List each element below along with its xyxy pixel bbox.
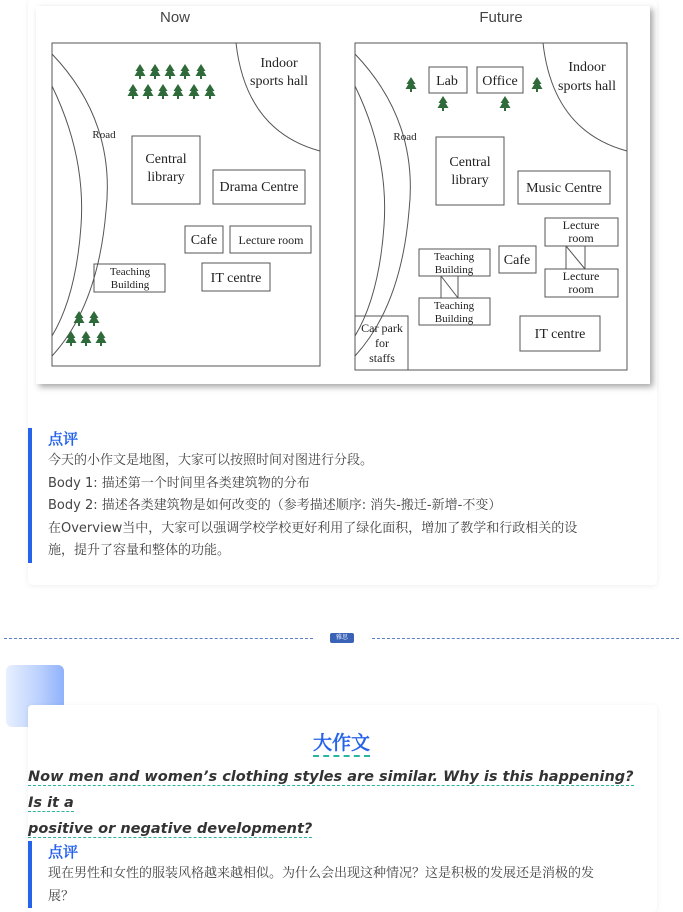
label-lecture-room: Lecture [562, 269, 600, 283]
comment-heading: 点评 [48, 430, 79, 448]
map-svg [36, 6, 650, 384]
comment-line: 在Overview当中，大家可以强调学校学校更好利用了绿化面积，增加了教学和行政相关的设 [48, 520, 578, 536]
label-teaching-building: Building [434, 313, 474, 325]
essay-question [28, 764, 650, 842]
comment-line: Body 1: 描述第一个时间里各类建筑物的分布 [48, 475, 310, 491]
comment-line: Body 2: 描述各类建筑物是如何改变的（参考描述顺序: 消失-搬迁-新增-不变） [48, 498, 502, 513]
essay-question-line: positive or negative development? [28, 821, 313, 837]
label-road: Road [92, 129, 116, 141]
section-divider-right [372, 638, 679, 639]
label-office: Office [482, 74, 518, 89]
comment-block-task1 [28, 428, 648, 563]
label-lecture-room: Lecture [562, 218, 600, 232]
label-lab: Lab [436, 74, 458, 89]
label-cafe: Cafe [503, 253, 531, 268]
essay-question-line: Now men and women’s clothing styles are similar. Why is this happening? Is it a [28, 769, 634, 811]
label-sports-hall: sports hall [250, 74, 308, 89]
map-now-title: Now [159, 9, 191, 26]
label-teaching-building: Teaching [109, 266, 151, 278]
map-figure [36, 6, 650, 384]
label-library: library [451, 173, 489, 188]
comment-line: 今天的小作文是地图，大家可以按照时间对图进行分段。 [48, 453, 374, 468]
label-car-park: Car park [361, 321, 403, 335]
comment-line: 施，提升了容量和整体的功能。 [48, 543, 231, 558]
label-it-centre: IT centre [534, 327, 586, 342]
essay-section-title [0, 728, 683, 755]
comment-block-task2 [28, 841, 660, 908]
divider-logo-badge: 雅思 [330, 633, 354, 643]
map-future-labels [361, 60, 616, 365]
label-library: Central [449, 155, 491, 170]
label-lecture-room: Lecture room [238, 233, 304, 247]
label-teaching-building: Building [110, 279, 150, 291]
label-road: Road [393, 131, 417, 143]
comment-line: 展？ [48, 888, 75, 904]
label-cafe: Cafe [190, 233, 218, 248]
label-it-centre: IT centre [210, 271, 262, 286]
essay-heading: 大作文 [313, 732, 370, 757]
label-sports-hall: sports hall [558, 79, 616, 94]
label-teaching-building: Building [434, 264, 474, 276]
label-music-centre: Music Centre [526, 181, 602, 196]
label-sports-hall: Indoor [568, 60, 606, 75]
label-lecture-room: room [568, 231, 594, 245]
map-future-title: Future [479, 9, 523, 26]
label-drama-centre: Drama Centre [219, 180, 299, 195]
trees-future [406, 77, 543, 111]
label-car-park: for [375, 336, 389, 350]
comment-heading: 点评 [48, 843, 79, 861]
label-car-park: staffs [369, 351, 395, 365]
label-teaching-building: Teaching [433, 251, 475, 263]
label-lecture-room: room [568, 282, 594, 296]
label-library: library [147, 170, 185, 185]
trees-now [66, 64, 216, 346]
section-divider-left [4, 638, 313, 639]
label-sports-hall: Indoor [260, 56, 298, 71]
comment-line: 现在男性和女性的服装风格越来越相似。为什么会出现这种情况？这是积极的发展还是消极的发 [48, 866, 595, 881]
label-library: Central [145, 152, 187, 167]
label-teaching-building: Teaching [433, 300, 475, 312]
